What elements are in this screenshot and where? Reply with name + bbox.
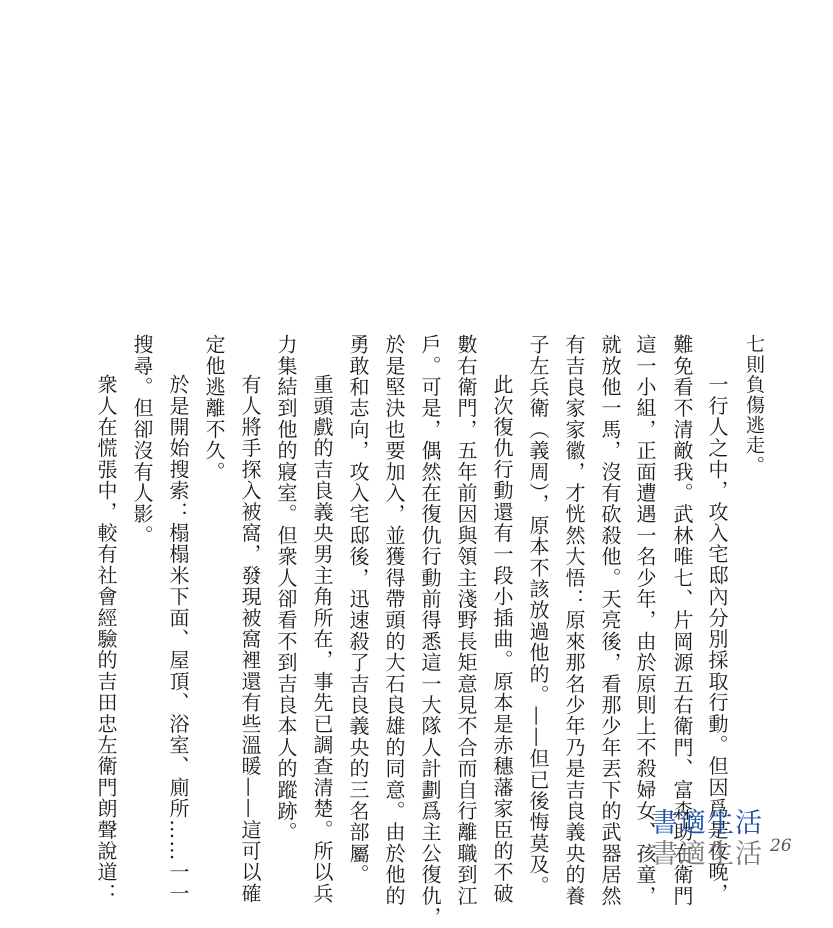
text-column-15: 有人將手探入被窩，發現被窩裡還有些溫暖——這可以確 xyxy=(238,374,262,904)
text-column-18: 搜尋。但卻沒有人影。 xyxy=(130,334,154,546)
text-column-7: 子左兵衛（義周），原本不該放過他的。——但已後悔莫及。 xyxy=(526,334,550,897)
page-number: 26 xyxy=(770,836,792,856)
text-column-11: 於是堅決也要加入，並獲得帶頭的大石良雄的同意。由於他的 xyxy=(382,334,406,907)
text-column-12: 勇敢和志向，攻入宅邸後，迅速殺了吉良義央的三名部屬。 xyxy=(346,334,370,886)
text-column-9: 數右衛門，五年前因與領主淺野長矩意見不合而自行離職到江 xyxy=(454,334,478,907)
brand-watermark xyxy=(651,808,763,870)
text-column-16: 定他逃離不久。 xyxy=(202,334,226,483)
text-column-8: 此次復仇行動還有一段小插曲。原本是赤穗藩家臣的不破 xyxy=(490,374,514,904)
text-column-17: 於是開始搜索：榻榻米下面、屋頂、浴室、廁所……一一 xyxy=(166,374,190,904)
text-column-1: 七則負傷逃走。 xyxy=(743,334,765,476)
text-column-2: 一行人之中，攻入宅邸內分別採取行動。但因爲是夜晚， xyxy=(705,374,729,904)
text-column-10: 戶。可是，偶然在復仇行動前得悉這一大隊人計劃爲主公復仇， xyxy=(418,334,442,928)
brand-name-secondary: 書適生活 xyxy=(651,839,763,870)
brand-name-primary: 書適生活 xyxy=(651,808,763,839)
text-column-13: 重頭戲的吉良義央男主角所在，事先已調查清楚。所以兵 xyxy=(310,374,334,904)
text-column-4: 這一小組，正面遭遇一名少年，由於原則上不殺婦女、孩童， xyxy=(633,334,657,907)
text-column-3: 難免看不清敵我。武林唯七、片岡源五右衛門、富森助右衛門 xyxy=(670,334,694,907)
text-column-19: 衆人在慌張中，較有社會經驗的吉田忠左衛門朗聲說道： xyxy=(94,374,118,904)
text-column-5: 就放他一馬，沒有砍殺他。天亮後，看那少年丟下的武器居然 xyxy=(598,334,622,907)
text-column-6: 有吉良家家徽，才恍然大悟：原來那名少年乃是吉良義央的養 xyxy=(562,334,586,907)
text-column-14: 力集結到他的寢室。但衆人卻看不到吉良本人的蹤跡。 xyxy=(274,334,298,843)
